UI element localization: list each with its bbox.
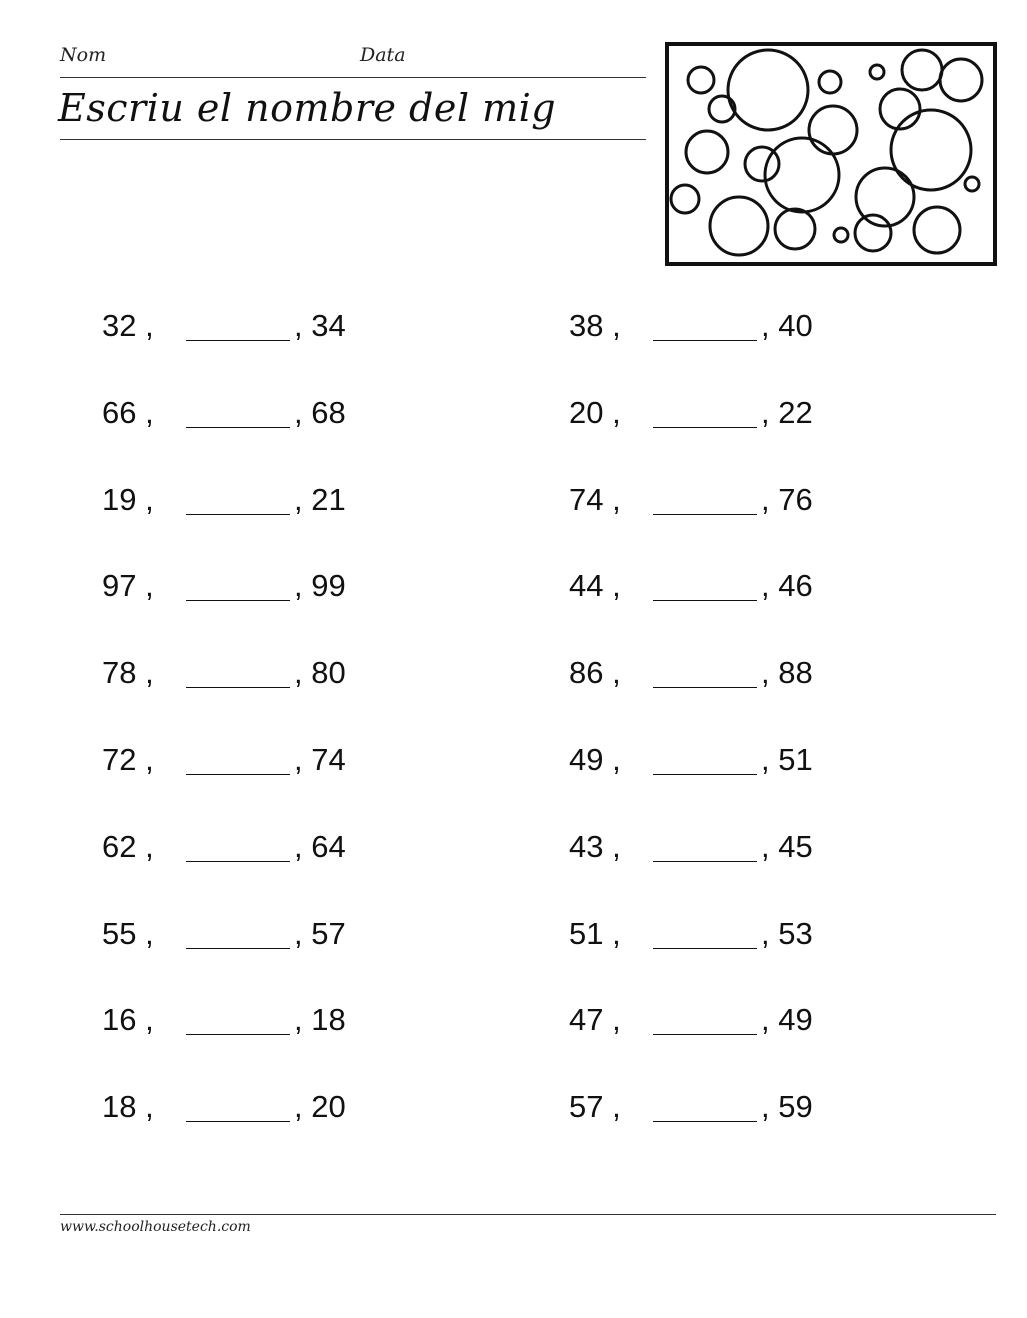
exercise-row — [569, 393, 869, 433]
number-after: , 64 — [294, 829, 346, 864]
number-after: , 53 — [761, 916, 813, 951]
number-before: 49 , — [569, 742, 621, 777]
exercise-row — [102, 480, 402, 520]
number-after: , 18 — [294, 1002, 346, 1037]
number-after: , 22 — [761, 395, 813, 430]
exercise-row — [569, 1000, 869, 1040]
exercise-row — [569, 480, 869, 520]
number-after: , 57 — [294, 916, 346, 951]
date-label: Data — [360, 44, 406, 66]
answer-blank[interactable] — [653, 1034, 757, 1035]
exercise-row — [102, 827, 402, 867]
number-after: , 45 — [761, 829, 813, 864]
number-after: , 20 — [294, 1089, 346, 1124]
number-before: 55 , — [102, 916, 154, 951]
number-before: 38 , — [569, 308, 621, 343]
number-before: 74 , — [569, 482, 621, 517]
number-after: , 76 — [761, 482, 813, 517]
answer-blank[interactable] — [186, 340, 290, 341]
exercise-row — [569, 740, 869, 780]
number-before: 72 , — [102, 742, 154, 777]
answer-blank[interactable] — [186, 687, 290, 688]
exercise-row — [102, 914, 402, 954]
number-before: 97 , — [102, 568, 154, 603]
title-rule — [60, 139, 646, 140]
exercise-row — [102, 306, 402, 346]
name-label: Nom — [60, 44, 107, 66]
page-title: Escriu el nombre del mig — [58, 86, 557, 130]
answer-blank[interactable] — [186, 514, 290, 515]
exercise-row — [569, 566, 869, 606]
footer-url: www.schoolhousetech.com — [60, 1219, 251, 1235]
number-after: , 74 — [294, 742, 346, 777]
number-after: , 40 — [761, 308, 813, 343]
answer-blank[interactable] — [653, 948, 757, 949]
number-before: 62 , — [102, 829, 154, 864]
number-before: 47 , — [569, 1002, 621, 1037]
number-before: 20 , — [569, 395, 621, 430]
number-after: , 99 — [294, 568, 346, 603]
number-before: 78 , — [102, 655, 154, 690]
number-after: , 46 — [761, 568, 813, 603]
exercise-row — [102, 1000, 402, 1040]
answer-blank[interactable] — [653, 1121, 757, 1122]
number-after: , 68 — [294, 395, 346, 430]
number-after: , 59 — [761, 1089, 813, 1124]
exercise-row — [102, 393, 402, 433]
answer-blank[interactable] — [186, 774, 290, 775]
number-after: , 21 — [294, 482, 346, 517]
exercise-row — [569, 827, 869, 867]
answer-blank[interactable] — [186, 861, 290, 862]
number-before: 57 , — [569, 1089, 621, 1124]
answer-blank[interactable] — [186, 948, 290, 949]
answer-blank[interactable] — [653, 774, 757, 775]
number-before: 44 , — [569, 568, 621, 603]
exercise-row — [569, 1087, 869, 1127]
number-after: , 34 — [294, 308, 346, 343]
answer-blank[interactable] — [653, 427, 757, 428]
number-before: 86 , — [569, 655, 621, 690]
exercise-row — [569, 914, 869, 954]
bubbles-illustration — [665, 42, 997, 266]
number-after: , 88 — [761, 655, 813, 690]
answer-blank[interactable] — [653, 600, 757, 601]
answer-blank[interactable] — [186, 427, 290, 428]
number-before: 18 , — [102, 1089, 154, 1124]
number-before: 66 , — [102, 395, 154, 430]
answer-blank[interactable] — [186, 600, 290, 601]
exercise-row — [102, 740, 402, 780]
answer-blank[interactable] — [653, 687, 757, 688]
exercise-row — [569, 306, 869, 346]
number-after: , 80 — [294, 655, 346, 690]
answer-blank[interactable] — [186, 1034, 290, 1035]
header-rule — [60, 77, 646, 78]
number-before: 16 , — [102, 1002, 154, 1037]
number-before: 32 , — [102, 308, 154, 343]
number-before: 43 , — [569, 829, 621, 864]
number-after: , 51 — [761, 742, 813, 777]
answer-blank[interactable] — [653, 340, 757, 341]
answer-blank[interactable] — [186, 1121, 290, 1122]
number-after: , 49 — [761, 1002, 813, 1037]
exercise-row — [102, 1087, 402, 1127]
answer-blank[interactable] — [653, 861, 757, 862]
number-before: 51 , — [569, 916, 621, 951]
answer-blank[interactable] — [653, 514, 757, 515]
footer-rule — [60, 1214, 996, 1215]
exercise-row — [569, 653, 869, 693]
exercise-row — [102, 653, 402, 693]
number-before: 19 , — [102, 482, 154, 517]
exercise-row — [102, 566, 402, 606]
